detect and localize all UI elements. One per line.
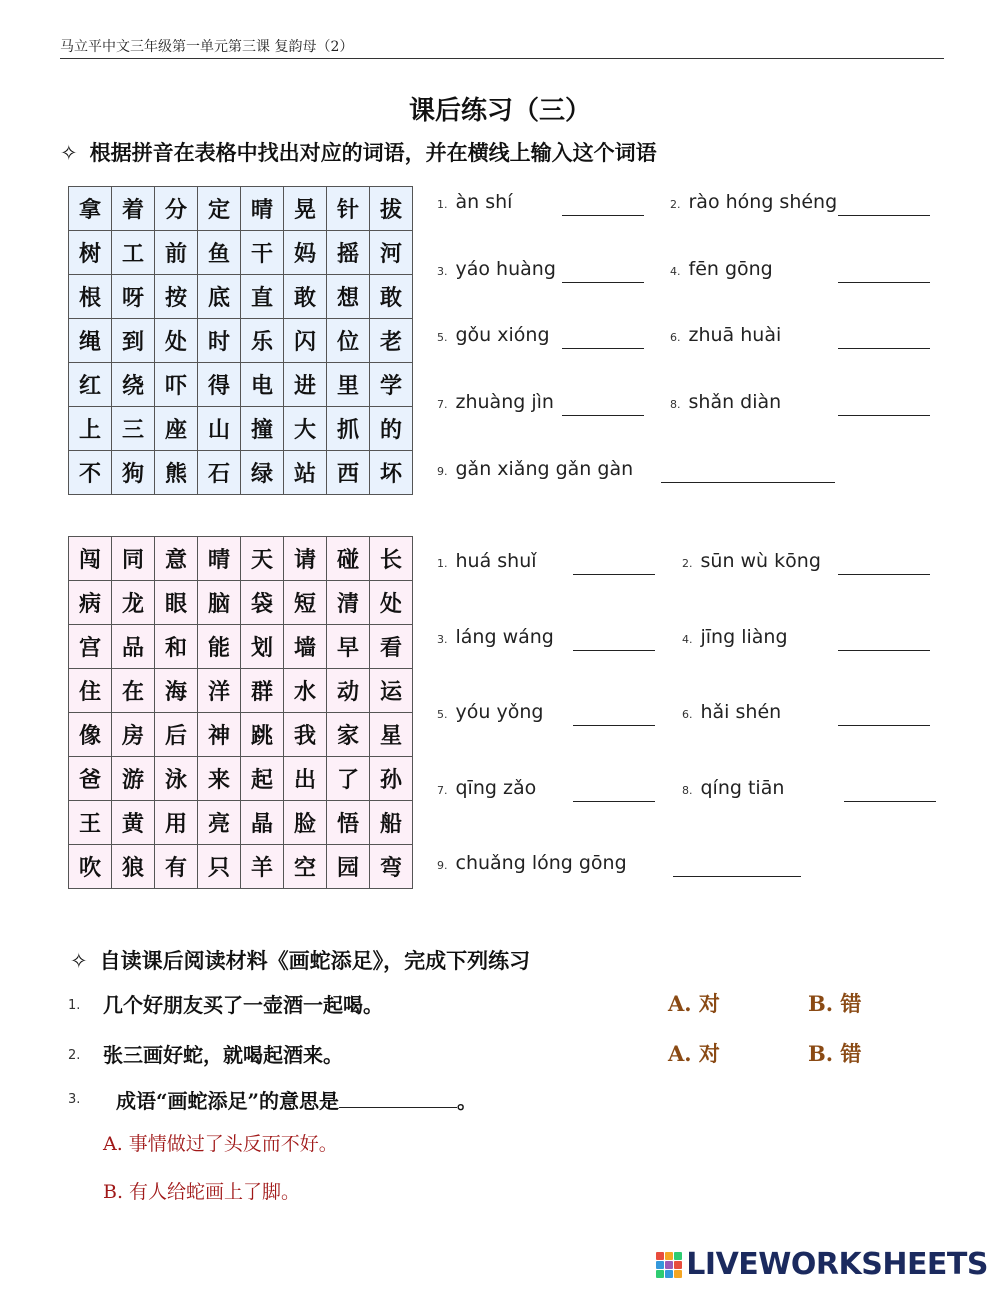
grid-cell[interactable]: 王 — [69, 801, 112, 845]
grid-cell[interactable]: 脸 — [284, 801, 327, 845]
question-3 — [116, 1085, 477, 1114]
pinyin-text: zhuàng jìn — [455, 391, 554, 413]
grid-cell[interactable]: 时 — [198, 319, 241, 363]
grid-cell[interactable]: 老 — [370, 319, 413, 363]
grid-cell[interactable]: 树 — [69, 231, 112, 275]
option-b-false[interactable]: B. 错 — [808, 991, 862, 1016]
answer-blank[interactable] — [562, 215, 644, 216]
pinyin-text: àn shí — [455, 191, 513, 213]
grid-cell[interactable]: 海 — [155, 669, 198, 713]
grid-cell[interactable]: 大 — [284, 407, 327, 451]
answer-blank[interactable] — [673, 876, 801, 877]
grid-cell[interactable]: 的 — [370, 407, 413, 451]
option-b-meaning[interactable]: B. 有人给蛇画上了脚。 — [103, 1181, 301, 1203]
pinyin-text: láng wáng — [455, 626, 554, 648]
grid-cell[interactable]: 弯 — [370, 845, 413, 889]
answer-blank[interactable] — [838, 650, 930, 651]
instruction-2-text: 自读课后阅读材料《画蛇添足》，完成下列练习 — [99, 948, 531, 973]
pinyin-item — [437, 191, 512, 213]
grid-cell[interactable]: 根 — [69, 275, 112, 319]
diamond-icon: ✧ — [70, 949, 88, 973]
grid-cell[interactable]: 长 — [370, 537, 413, 581]
grid-cell[interactable]: 能 — [198, 625, 241, 669]
grid-cell[interactable]: 住 — [69, 669, 112, 713]
grid-cell[interactable]: 站 — [284, 451, 327, 495]
pinyin-text: chuǎng lóng gōng — [455, 852, 627, 874]
grid-cell[interactable]: 早 — [327, 625, 370, 669]
pinyin-text: sūn wù kōng — [700, 550, 821, 572]
grid-cell[interactable]: 了 — [327, 757, 370, 801]
grid-cell[interactable]: 爸 — [69, 757, 112, 801]
grid-cell[interactable]: 直 — [241, 275, 284, 319]
grid-cell[interactable]: 晴 — [198, 537, 241, 581]
grid-cell[interactable]: 宫 — [69, 625, 112, 669]
pinyin-item — [682, 550, 821, 572]
question-number: 2. — [68, 1048, 81, 1063]
answer-blank[interactable] — [562, 282, 644, 283]
grid-cell[interactable]: 呀 — [112, 275, 155, 319]
grid-cell[interactable]: 园 — [327, 845, 370, 889]
grid-cell[interactable]: 敢 — [284, 275, 327, 319]
grid-cell[interactable]: 在 — [112, 669, 155, 713]
pinyin-number: 7. — [437, 398, 448, 411]
grid-row — [69, 625, 413, 669]
pinyin-number: 5. — [437, 331, 448, 344]
grid-cell[interactable]: 家 — [327, 713, 370, 757]
grid-cell[interactable]: 底 — [198, 275, 241, 319]
grid-cell[interactable]: 鱼 — [198, 231, 241, 275]
option-a-true[interactable]: A. 对 — [668, 1041, 720, 1066]
pinyin-item — [437, 258, 556, 280]
grid-row — [69, 757, 413, 801]
grid-cell[interactable]: 跳 — [241, 713, 284, 757]
answer-blank[interactable] — [838, 415, 930, 416]
grid-cell[interactable]: 晃 — [284, 187, 327, 231]
logo-icon — [656, 1252, 682, 1278]
pinyin-text: yóu yǒng — [455, 701, 544, 723]
grid-cell[interactable]: 三 — [112, 407, 155, 451]
grid-row — [69, 845, 413, 889]
answer-blank[interactable] — [339, 1087, 457, 1108]
grid-cell[interactable]: 只 — [198, 845, 241, 889]
grid-cell[interactable]: 泳 — [155, 757, 198, 801]
question-number: 3. — [68, 1092, 81, 1107]
grid-cell[interactable]: 绕 — [112, 363, 155, 407]
pinyin-text: qīng zǎo — [455, 777, 537, 799]
grid-cell[interactable]: 游 — [112, 757, 155, 801]
pinyin-item — [437, 852, 627, 874]
grid-cell[interactable]: 前 — [155, 231, 198, 275]
grid-cell[interactable]: 妈 — [284, 231, 327, 275]
grid-cell[interactable]: 电 — [241, 363, 284, 407]
answer-blank[interactable] — [573, 650, 655, 651]
pinyin-item — [437, 701, 543, 723]
grid-cell[interactable]: 清 — [327, 581, 370, 625]
pinyin-item — [437, 550, 537, 572]
grid-cell[interactable]: 闪 — [284, 319, 327, 363]
grid-cell[interactable]: 墙 — [284, 625, 327, 669]
pinyin-item — [437, 391, 554, 413]
option-b-false[interactable]: B. 错 — [808, 1041, 862, 1066]
grid-cell[interactable]: 狼 — [112, 845, 155, 889]
grid-cell[interactable]: 针 — [327, 187, 370, 231]
grid-cell[interactable]: 干 — [241, 231, 284, 275]
grid-cell[interactable]: 动 — [327, 669, 370, 713]
answer-blank[interactable] — [573, 574, 655, 575]
grid-cell[interactable]: 黄 — [112, 801, 155, 845]
grid-cell[interactable]: 天 — [241, 537, 284, 581]
answer-blank[interactable] — [562, 348, 644, 349]
grid-cell[interactable]: 想 — [327, 275, 370, 319]
grid-cell[interactable]: 眼 — [155, 581, 198, 625]
grid-cell[interactable]: 吹 — [69, 845, 112, 889]
pinyin-item — [437, 626, 554, 648]
grid-cell[interactable]: 龙 — [112, 581, 155, 625]
grid-cell[interactable]: 红 — [69, 363, 112, 407]
grid-cell[interactable]: 山 — [198, 407, 241, 451]
grid-cell[interactable]: 神 — [198, 713, 241, 757]
grid-cell[interactable]: 有 — [155, 845, 198, 889]
answer-blank[interactable] — [838, 282, 930, 283]
question-text: 几个好朋友买了一壶酒一起喝。 — [103, 993, 383, 1017]
grid-row — [69, 187, 413, 231]
pinyin-text: gǒu xióng — [455, 324, 550, 346]
grid-cell[interactable]: 星 — [370, 713, 413, 757]
pinyin-item — [437, 458, 633, 480]
option-a-meaning[interactable]: A. 事情做过了头反而不好。 — [103, 1133, 338, 1155]
grid-cell[interactable]: 摇 — [327, 231, 370, 275]
grid-cell[interactable]: 和 — [155, 625, 198, 669]
grid-cell[interactable]: 看 — [370, 625, 413, 669]
grid-cell[interactable]: 洋 — [198, 669, 241, 713]
answer-blank[interactable] — [661, 482, 835, 483]
grid-cell[interactable]: 袋 — [241, 581, 284, 625]
pinyin-text: gǎn xiǎng gǎn gàn — [455, 458, 634, 480]
pinyin-text: fēn gōng — [688, 258, 773, 280]
grid-cell[interactable]: 处 — [155, 319, 198, 363]
pinyin-text: rào hóng shéng — [688, 191, 838, 213]
grid-cell[interactable]: 碰 — [327, 537, 370, 581]
answer-blank[interactable] — [838, 725, 930, 726]
pinyin-text: huá shuǐ — [455, 550, 537, 572]
question-text: 张三画好蛇，就喝起酒来。 — [103, 1043, 343, 1067]
grid-row — [69, 713, 413, 757]
grid-cell[interactable]: 抓 — [327, 407, 370, 451]
pinyin-number: 8. — [682, 784, 693, 797]
pinyin-number: 6. — [682, 708, 693, 721]
grid-cell[interactable]: 品 — [112, 625, 155, 669]
question-3-text: 成语“画蛇添足”的意思是 — [116, 1089, 340, 1113]
pinyin-text: qíng tiān — [700, 777, 785, 799]
answer-blank[interactable] — [838, 574, 930, 575]
pinyin-number: 5. — [437, 708, 448, 721]
grid-cell[interactable]: 短 — [284, 581, 327, 625]
grid-cell[interactable]: 羊 — [241, 845, 284, 889]
grid-row — [69, 363, 413, 407]
grid-cell[interactable]: 学 — [370, 363, 413, 407]
pinyin-number: 7. — [437, 784, 448, 797]
grid-cell[interactable]: 处 — [370, 581, 413, 625]
grid-cell[interactable]: 工 — [112, 231, 155, 275]
grid-cell[interactable]: 病 — [69, 581, 112, 625]
pinyin-item — [670, 391, 781, 413]
grid-row — [69, 451, 413, 495]
grid-cell[interactable]: 西 — [327, 451, 370, 495]
grid-cell[interactable]: 分 — [155, 187, 198, 231]
page-title: 课后练习（三） — [408, 96, 591, 126]
question-number: 1. — [68, 998, 81, 1013]
grid-cell[interactable]: 绿 — [241, 451, 284, 495]
grid-cell[interactable]: 房 — [112, 713, 155, 757]
grid-cell[interactable]: 不 — [69, 451, 112, 495]
pinyin-number: 3. — [437, 265, 448, 278]
pinyin-number: 6. — [670, 331, 681, 344]
pinyin-item — [670, 191, 837, 213]
pinyin-number: 2. — [682, 557, 693, 570]
instruction-2 — [70, 945, 530, 975]
grid-cell[interactable]: 同 — [112, 537, 155, 581]
grid-cell[interactable]: 拔 — [370, 187, 413, 231]
grid-cell[interactable]: 闯 — [69, 537, 112, 581]
pinyin-number: 9. — [437, 465, 448, 478]
grid-cell[interactable]: 水 — [284, 669, 327, 713]
grid-cell[interactable]: 起 — [241, 757, 284, 801]
grid-cell[interactable]: 群 — [241, 669, 284, 713]
pinyin-item — [682, 701, 781, 723]
grid-row — [69, 581, 413, 625]
grid-row — [69, 319, 413, 363]
grid-row — [69, 669, 413, 713]
pinyin-number: 1. — [437, 198, 448, 211]
pinyin-item — [437, 777, 536, 799]
grid-cell[interactable]: 河 — [370, 231, 413, 275]
instruction-1 — [60, 137, 657, 167]
grid-cell[interactable]: 晴 — [241, 187, 284, 231]
grid-cell[interactable]: 后 — [155, 713, 198, 757]
grid-cell[interactable]: 脑 — [198, 581, 241, 625]
grid-cell[interactable]: 运 — [370, 669, 413, 713]
grid-cell[interactable]: 吓 — [155, 363, 198, 407]
pinyin-number: 3. — [437, 633, 448, 646]
grid-cell[interactable]: 熊 — [155, 451, 198, 495]
grid-cell[interactable]: 狗 — [112, 451, 155, 495]
grid-cell[interactable]: 进 — [284, 363, 327, 407]
pinyin-item — [682, 626, 788, 648]
question-3-end: 。 — [457, 1089, 478, 1113]
grid-cell[interactable]: 里 — [327, 363, 370, 407]
grid-cell[interactable]: 上 — [69, 407, 112, 451]
page-header: 马立平中文三年级第一单元第三课 复韵母（2） — [60, 39, 354, 55]
grid-cell[interactable]: 出 — [284, 757, 327, 801]
grid-cell[interactable]: 到 — [112, 319, 155, 363]
grid-cell[interactable]: 意 — [155, 537, 198, 581]
grid-cell[interactable]: 得 — [198, 363, 241, 407]
grid-row — [69, 407, 413, 451]
header-divider — [60, 58, 944, 59]
answer-blank[interactable] — [562, 415, 644, 416]
pinyin-text: hǎi shén — [700, 701, 782, 723]
grid-cell[interactable]: 绳 — [69, 319, 112, 363]
grid-row — [69, 801, 413, 845]
grid-cell[interactable]: 着 — [112, 187, 155, 231]
grid-cell[interactable]: 请 — [284, 537, 327, 581]
grid-cell[interactable]: 乐 — [241, 319, 284, 363]
grid-cell[interactable]: 来 — [198, 757, 241, 801]
pinyin-number: 4. — [670, 265, 681, 278]
grid-row — [69, 231, 413, 275]
answer-blank[interactable] — [844, 801, 936, 802]
grid-cell[interactable]: 像 — [69, 713, 112, 757]
character-grid-2 — [68, 536, 413, 889]
grid-cell[interactable]: 敢 — [370, 275, 413, 319]
pinyin-text: shǎn diàn — [688, 391, 782, 413]
pinyin-number: 9. — [437, 859, 448, 872]
pinyin-number: 4. — [682, 633, 693, 646]
grid-cell[interactable]: 孙 — [370, 757, 413, 801]
character-grid-1 — [68, 186, 413, 495]
answer-blank[interactable] — [573, 801, 655, 802]
grid-cell[interactable]: 划 — [241, 625, 284, 669]
liveworksheets-logo — [656, 1247, 988, 1282]
instruction-1-text: 根据拼音在表格中找出对应的词语，并在横线上输入这个词语 — [89, 140, 657, 165]
grid-cell[interactable]: 石 — [198, 451, 241, 495]
answer-blank[interactable] — [838, 215, 930, 216]
grid-cell[interactable]: 我 — [284, 713, 327, 757]
grid-cell[interactable]: 座 — [155, 407, 198, 451]
grid-cell[interactable]: 晶 — [241, 801, 284, 845]
grid-cell[interactable]: 坏 — [370, 451, 413, 495]
pinyin-item — [670, 324, 781, 346]
grid-row — [69, 537, 413, 581]
grid-cell[interactable]: 用 — [155, 801, 198, 845]
diamond-icon: ✧ — [60, 141, 78, 165]
pinyin-item — [670, 258, 773, 280]
grid-cell[interactable]: 撞 — [241, 407, 284, 451]
logo-text: LIVEWORKSHEETS — [686, 1247, 988, 1282]
grid-cell[interactable]: 船 — [370, 801, 413, 845]
answer-blank[interactable] — [838, 348, 930, 349]
pinyin-number: 2. — [670, 198, 681, 211]
grid-row — [69, 275, 413, 319]
grid-cell[interactable]: 拿 — [69, 187, 112, 231]
grid-cell[interactable]: 空 — [284, 845, 327, 889]
grid-cell[interactable]: 位 — [327, 319, 370, 363]
grid-cell[interactable]: 按 — [155, 275, 198, 319]
pinyin-item — [437, 324, 550, 346]
pinyin-text: jīng liàng — [700, 626, 788, 648]
pinyin-number: 8. — [670, 398, 681, 411]
pinyin-text: zhuā huài — [688, 324, 782, 346]
grid-cell[interactable]: 悟 — [327, 801, 370, 845]
grid-cell[interactable]: 亮 — [198, 801, 241, 845]
grid-cell[interactable]: 定 — [198, 187, 241, 231]
option-a-true[interactable]: A. 对 — [668, 991, 720, 1016]
answer-blank[interactable] — [573, 725, 655, 726]
pinyin-item — [682, 777, 784, 799]
pinyin-number: 1. — [437, 557, 448, 570]
pinyin-text: yáo huàng — [455, 258, 556, 280]
